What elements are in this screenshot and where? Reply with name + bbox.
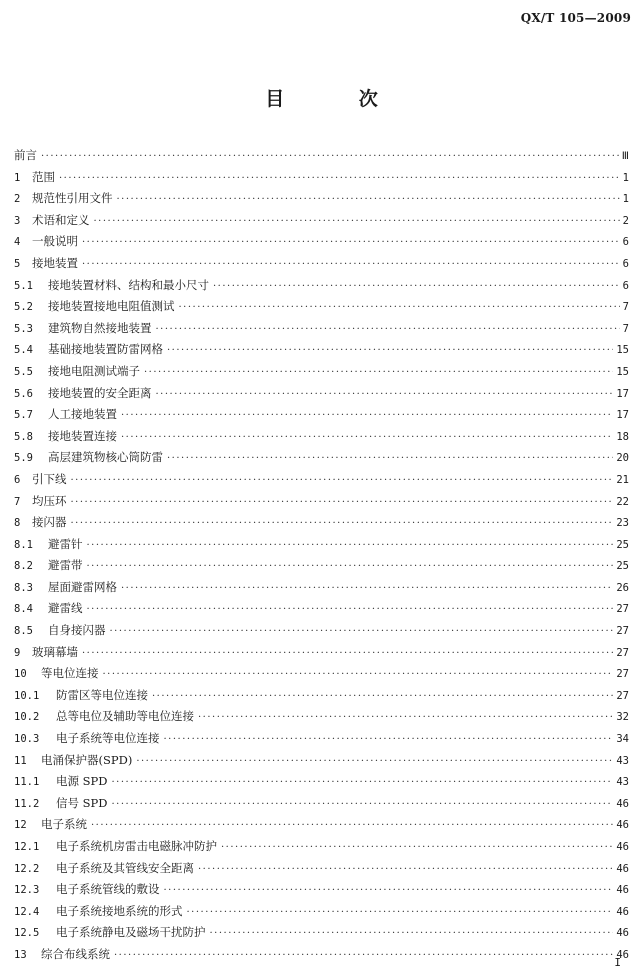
toc-entry-page: 21: [616, 473, 629, 486]
toc-entry[interactable]: [14, 944, 629, 966]
toc-entry-number: 12.4: [14, 905, 40, 918]
toc-entry[interactable]: [14, 339, 629, 361]
toc-entry-page: 2: [622, 214, 629, 227]
toc-leader-dots: [221, 837, 613, 859]
toc-entry-label: 电涌保护器(SPD): [41, 752, 133, 767]
document-code: QX/T 105—2009: [520, 11, 631, 25]
toc-leader-dots: [210, 923, 614, 945]
toc-entry-page: 46: [616, 862, 629, 875]
toc-entry-label: 电子系统管线的敷设: [56, 882, 160, 897]
toc-entry-number: 12: [14, 819, 27, 832]
toc-leader-dots: [82, 254, 620, 276]
toc-entry-label: 玻璃幕墙: [32, 644, 78, 659]
toc-entry-page: 18: [616, 430, 629, 443]
toc-leader-dots: [82, 643, 613, 665]
toc-entry[interactable]: [14, 663, 629, 685]
toc-entry-page: 46: [616, 948, 629, 961]
toc-entry[interactable]: [14, 577, 629, 599]
toc-entry[interactable]: [14, 296, 629, 318]
toc-entry[interactable]: [14, 814, 629, 836]
toc-entry-label: 电源 SPD: [56, 774, 108, 789]
toc-entry-page: 46: [616, 884, 629, 897]
toc-leader-dots: [110, 621, 614, 643]
toc-entry-page: 46: [616, 927, 629, 940]
toc-entry-page: 26: [616, 581, 629, 594]
toc-entry-page: 27: [616, 603, 629, 616]
toc-entry-page: 27: [616, 668, 629, 681]
page-title: 目 次: [265, 88, 412, 110]
toc-entry[interactable]: [14, 598, 629, 620]
toc-entry-label: 电子系统机房雷击电磁脉冲防护: [56, 839, 217, 853]
toc-entry-number: 1: [14, 171, 21, 184]
toc-entry[interactable]: [14, 231, 629, 253]
toc-entry-number: 12.5: [14, 927, 40, 940]
toc-entry[interactable]: [14, 750, 629, 772]
toc-leader-dots: [71, 492, 614, 514]
toc-entry-label: 避雷带: [48, 558, 83, 573]
toc-entry-page: 7: [622, 322, 629, 335]
toc-entry-number: 5.2: [14, 301, 33, 314]
toc-leader-dots: [117, 189, 620, 211]
toc-entry-label: 高层建筑物核心筒防雷: [48, 450, 163, 465]
toc-entry-label: 总等电位及辅助等电位连接: [56, 709, 194, 724]
toc-entry-number: 8.4: [14, 603, 33, 616]
toc-entry-page: 15: [616, 344, 629, 357]
toc-entry-label: 人工接地装置: [48, 407, 117, 422]
toc-entry-label: 接闪器: [32, 515, 67, 530]
toc-leader-dots: [121, 405, 613, 427]
toc-entry[interactable]: [14, 836, 629, 858]
toc-entry-number: 5.6: [14, 387, 33, 400]
toc-entry-number: 10.1: [14, 689, 40, 702]
toc-entry-label: 电子系统静电及磁场干扰防护: [56, 925, 206, 940]
toc-entry-page: 17: [616, 387, 629, 400]
toc-entry[interactable]: [14, 253, 629, 275]
toc-leader-dots: [156, 319, 620, 341]
toc-entry[interactable]: [14, 426, 629, 448]
toc-entry-label: 接地装置: [32, 255, 78, 270]
toc-entry-page: Ⅲ: [621, 150, 629, 162]
toc-leader-dots: [87, 535, 614, 557]
toc-entry[interactable]: [14, 534, 629, 556]
toc-entry-number: 10.2: [14, 711, 40, 724]
toc-entry-label: 等电位连接: [41, 666, 99, 681]
toc-entry-label: 电子系统接地系统的形式: [56, 903, 183, 918]
toc-entry[interactable]: [14, 858, 629, 880]
toc-entry-label: 自身接闪器: [48, 623, 106, 638]
toc-entry[interactable]: [14, 922, 629, 944]
toc-entry-label: 接地装置接地电阻值测试: [48, 299, 175, 314]
toc-entry-label: 电子系统: [41, 817, 87, 832]
toc-entry-label: 基础接地装置防雷网格: [48, 342, 163, 357]
toc-entry[interactable]: [14, 879, 629, 901]
toc-entry[interactable]: [14, 512, 629, 534]
toc-entry-page: 46: [616, 905, 629, 918]
toc-leader-dots: [167, 340, 613, 362]
toc-leader-dots: [87, 556, 614, 578]
toc-leader-dots: [103, 664, 614, 686]
toc-leader-dots: [164, 880, 614, 902]
toc-entry-number: 3: [14, 214, 21, 227]
toc-entry-page: 43: [616, 754, 629, 767]
toc-entry[interactable]: [14, 642, 629, 664]
toc-entry-number: 8.3: [14, 581, 33, 594]
toc-leader-dots: [198, 859, 613, 881]
toc-entry-label: 接地装置材料、结构和最小尺寸: [48, 277, 209, 292]
toc-entry-label: 电子系统及其管线安全距离: [56, 860, 194, 875]
toc-entry-label: 接地装置连接: [48, 428, 117, 443]
toc-entry-page: 6: [622, 257, 629, 270]
toc-entry-page: 27: [616, 689, 629, 702]
toc-leader-dots: [156, 384, 614, 406]
toc-entry-label: 屋面避雷网格: [48, 579, 117, 594]
toc-entry-number: 6: [14, 473, 21, 486]
toc-entry-page: 17: [616, 409, 629, 422]
toc-entry-number: 5.7: [14, 409, 33, 422]
toc-entry-label: 接地电阻测试端子: [48, 363, 140, 378]
toc-entry[interactable]: [14, 793, 629, 815]
toc-entry-number: 11: [14, 754, 27, 767]
toc-entry-number: 12.1: [14, 841, 40, 853]
toc-entry-label: 规范性引用文件: [32, 191, 113, 206]
toc-entry[interactable]: [14, 383, 629, 405]
toc-entry-page: 15: [616, 365, 629, 378]
toc-leader-dots: [59, 168, 620, 190]
toc-entry-page: 43: [616, 776, 629, 789]
toc-entry-page: 46: [616, 819, 629, 832]
toc-entry-number: 8.2: [14, 560, 33, 573]
toc-leader-dots: [87, 599, 614, 621]
toc-entry[interactable]: [14, 275, 629, 297]
toc-entry[interactable]: [14, 555, 629, 577]
toc-leader-dots: [114, 945, 613, 967]
toc-entry-page: 6: [622, 279, 629, 292]
toc-entry-number: 2: [14, 193, 21, 206]
toc-entry-label: 建筑物自然接地装置: [48, 320, 152, 335]
toc-leader-dots: [112, 772, 614, 794]
toc-entry-number: 5.8: [14, 430, 33, 443]
toc-entry[interactable]: [14, 620, 629, 642]
toc-entry[interactable]: [14, 188, 629, 210]
toc-leader-dots: [71, 513, 614, 535]
toc-leader-dots: [71, 470, 614, 492]
toc-entry-page: 7: [622, 301, 629, 314]
toc-entry-page: 32: [616, 711, 629, 724]
toc-leader-dots: [121, 427, 613, 449]
toc-entry-page: 1: [622, 193, 629, 206]
toc-leader-dots: [121, 578, 613, 600]
toc-entry[interactable]: [14, 685, 629, 707]
toc-leader-dots: [112, 794, 614, 816]
toc-entry-page: 27: [616, 646, 629, 659]
toc-entry-number: 12.3: [14, 884, 40, 897]
toc-leader-dots: [144, 362, 613, 384]
toc-entry-number: 5.1: [14, 279, 33, 292]
toc-entry-page: 22: [616, 495, 629, 508]
toc-entry-number: 5: [14, 257, 21, 270]
toc-leader-dots: [136, 751, 613, 773]
toc-entry-number: 11.1: [14, 776, 40, 789]
toc-leader-dots: [82, 232, 620, 254]
toc-leader-dots: [187, 902, 614, 924]
toc-entry[interactable]: [14, 210, 629, 232]
toc-entry-page: 25: [616, 538, 629, 551]
toc-entry-number: 7: [14, 495, 21, 508]
toc-entry-number: 9: [14, 646, 21, 659]
toc-entry-number: 5.5: [14, 365, 33, 378]
toc-leader-dots: [91, 815, 613, 837]
toc-entry[interactable]: [14, 447, 629, 469]
toc-entry[interactable]: [14, 901, 629, 923]
toc-entry-page: 20: [616, 452, 629, 465]
toc-entry-label: 范围: [32, 169, 55, 184]
toc-entry-number: 10.3: [14, 733, 40, 746]
toc-entry-number: 8: [14, 517, 21, 530]
toc-leader-dots: [152, 686, 613, 708]
toc-entry-number: 5.4: [14, 344, 33, 357]
toc-entry-page: 46: [616, 797, 629, 810]
toc-entry-page: 46: [616, 841, 629, 853]
toc-entry-label: 前言: [14, 148, 37, 162]
toc-entry[interactable]: [14, 491, 629, 513]
toc-entry[interactable]: [14, 404, 629, 426]
toc-entry-number: 12.2: [14, 862, 40, 875]
toc-leader-dots: [164, 729, 614, 751]
toc-leader-dots: [94, 211, 620, 233]
toc-entry-label: 术语和定义: [32, 212, 90, 227]
toc-entry[interactable]: [14, 145, 629, 167]
toc-entry-label: 一般说明: [32, 234, 78, 249]
toc-entry-number: 13: [14, 948, 27, 961]
toc-entry[interactable]: [14, 318, 629, 340]
toc-entry[interactable]: [14, 771, 629, 793]
table-of-contents: [14, 145, 629, 966]
toc-leader-dots: [167, 448, 613, 470]
toc-entry-label: 综合布线系统: [41, 946, 110, 961]
toc-entry-page: 23: [616, 517, 629, 530]
toc-entry[interactable]: [14, 167, 629, 189]
toc-leader-dots: [179, 297, 620, 319]
toc-entry-label: 电子系统等电位连接: [56, 731, 160, 746]
toc-entry-page: 6: [622, 236, 629, 249]
toc-entry-number: 5.9: [14, 452, 33, 465]
toc-entry-label: 均压环: [32, 493, 67, 508]
toc-entry-label: 接地装置的安全距离: [48, 385, 152, 400]
toc-entry-number: 8.5: [14, 625, 33, 638]
page-number: I: [614, 956, 621, 969]
toc-entry-label: 避雷线: [48, 601, 83, 616]
toc-entry-page: 25: [616, 560, 629, 573]
toc-entry-number: 4: [14, 236, 21, 249]
toc-entry[interactable]: [14, 706, 629, 728]
toc-entry-number: 11.2: [14, 797, 40, 810]
toc-entry-label: 引下线: [32, 471, 67, 486]
toc-entry[interactable]: [14, 469, 629, 491]
toc-entry-number: 5.3: [14, 322, 33, 335]
toc-entry-label: 信号 SPD: [56, 795, 108, 810]
toc-entry-label: 避雷针: [48, 536, 83, 551]
toc-entry-number: 8.1: [14, 538, 33, 551]
toc-leader-dots: [213, 276, 620, 298]
toc-entry-page: 1: [622, 171, 629, 184]
toc-entry[interactable]: [14, 728, 629, 750]
toc-entry-page: 27: [616, 625, 629, 638]
toc-entry-page: 34: [616, 733, 629, 746]
toc-leader-dots: [198, 707, 613, 729]
toc-entry-label: 防雷区等电位连接: [56, 687, 148, 702]
toc-entry-number: 10: [14, 668, 27, 681]
toc-entry[interactable]: [14, 361, 629, 383]
toc-leader-dots: [41, 146, 619, 168]
